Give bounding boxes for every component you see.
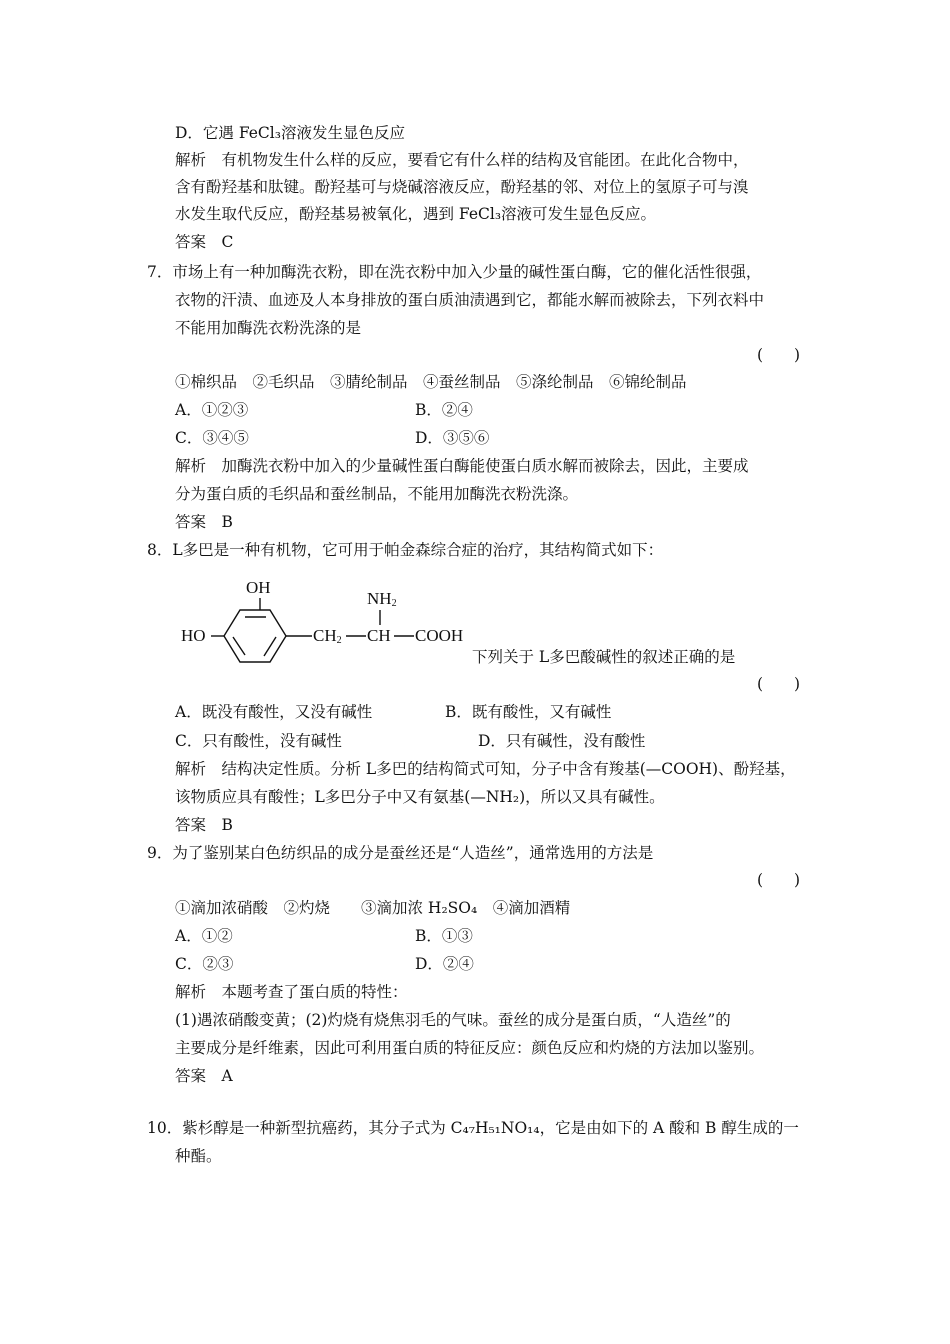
q8-option-a: A．既没有酸性，又没有碱性 — [175, 703, 373, 721]
q7-analysis-line-2: 分为蛋白质的毛织品和蚕丝制品，不能用加酶洗衣粉洗涤。 — [175, 485, 579, 503]
benzene-ring — [224, 610, 286, 662]
q9-analysis-line-2: (1)遇浓硝酸变黄；(2)灼烧有烧焦羽毛的气味。蚕丝的成分是蛋白质，“人造丝”的 — [175, 1011, 731, 1029]
q9-stem: 9．为了鉴别某白色纺织品的成分是蚕丝还是“人造丝”，通常选用的方法是 — [147, 844, 654, 862]
q8-stem: 8．L多巴是一种有机物，它可用于帕金森综合症的治疗，其结构简式如下： — [147, 541, 664, 559]
q7-option-d: D．③⑤⑥ — [415, 429, 490, 447]
q9-analysis-line-3: 主要成分是纤维素，因此可利用蛋白质的特征反应：颜色反应和灼烧的方法加以鉴别。 — [175, 1039, 765, 1057]
cooh-label: COOH — [415, 626, 464, 645]
q8-option-c: C．只有酸性，没有碱性 — [175, 732, 342, 750]
q9-option-a: A．①② — [175, 927, 233, 945]
q7-option-c: C．③④⑤ — [175, 429, 249, 447]
q6-analysis-line-3: 水发生取代反应，酚羟基易被氧化，遇到 FeCl₃溶液可发生显色反应。 — [175, 205, 657, 223]
q9-option-b: B．①③ — [415, 927, 473, 945]
q9-option-c: C．②③ — [175, 955, 234, 973]
q7-stem-line-1: 7．市场上有一种加酶洗衣粉，即在洗衣粉中加入少量的碱性蛋白酶，它的催化活性很强， — [147, 263, 762, 281]
q8-analysis-line-2: 该物质应具有酸性；L多巴分子中又有氨基(—NH₂)，所以又具有碱性。 — [175, 788, 665, 806]
q6-answer: 答案 C — [175, 233, 234, 251]
q6-analysis-line-2: 含有酚羟基和肽键。酚羟基可与烧碱溶液反应，酚羟基的邻、对位上的氢原子可与溴 — [175, 178, 749, 196]
q8-answer-bracket: ( ) — [757, 675, 801, 693]
q7-items: ①棉织品 ②毛织品 ③腈纶制品 ④蚕丝制品 ⑤涤纶制品 ⑥锦纶制品 — [175, 373, 687, 391]
q7-stem-line-2: 衣物的汗渍、血迹及人本身排放的蛋白质油渍遇到它，都能水解而被除去，下列衣料中 — [175, 291, 765, 309]
q8-analysis-line-1: 解析 结构决定性质。分析 L多巴的结构简式可知，分子中含有羧基(—COOH)、酚羟基， — [175, 760, 796, 778]
q7-option-b: B．②④ — [415, 401, 473, 419]
q7-analysis-line-1: 解析 加酶洗衣粉中加入的少量碱性蛋白酶能使蛋白质水解而被除去，因此，主要成 — [175, 457, 749, 475]
q8-answer: 答案 B — [175, 816, 233, 834]
q8-option-d: D．只有碱性，没有酸性 — [478, 732, 646, 750]
ch2-label: $CH_2$ — [313, 626, 342, 646]
q7-stem-line-3: 不能用加酶洗衣粉洗涤的是 — [175, 319, 362, 337]
q10-stem-line-1: 10．紫杉醇是一种新型抗癌药，其分子式为 C₄₇H₅₁NO₁₄，它是由如下的 A 酸和 B 醇生成的一 — [147, 1119, 799, 1137]
oh-top-label: OH — [246, 578, 271, 597]
q8-option-b: B．既有酸性，又有碱性 — [445, 703, 612, 721]
ho-left-label: HO — [181, 626, 206, 645]
q6-analysis-line-1: 解析 有机物发生什么样的反应，要看它有什么样的结构及官能团。在此化合物中， — [175, 151, 749, 169]
q10-stem-line-2: 种酯。 — [175, 1147, 222, 1165]
q7-answer-bracket: ( ) — [757, 346, 801, 364]
q8-stem-tail: 下列关于 L多巴酸碱性的叙述正确的是 — [472, 648, 736, 666]
q9-items: ①滴加浓硝酸 ②灼烧 ③滴加浓 H₂SO₄ ④滴加酒精 — [175, 899, 571, 917]
q7-option-a: A．①②③ — [175, 401, 249, 419]
q9-option-d: D．②④ — [415, 955, 474, 973]
q9-analysis-line-1: 解析 本题考查了蛋白质的特性： — [175, 983, 408, 1001]
q6-option-d: D．它遇 FeCl₃溶液发生显色反应 — [175, 124, 405, 142]
ch-label: CH — [367, 626, 391, 645]
q7-answer: 答案 B — [175, 513, 233, 531]
q9-answer-bracket: ( ) — [757, 871, 801, 889]
q9-answer: 答案 A — [175, 1067, 233, 1085]
nh2-label: $NH_2$ — [367, 589, 397, 609]
